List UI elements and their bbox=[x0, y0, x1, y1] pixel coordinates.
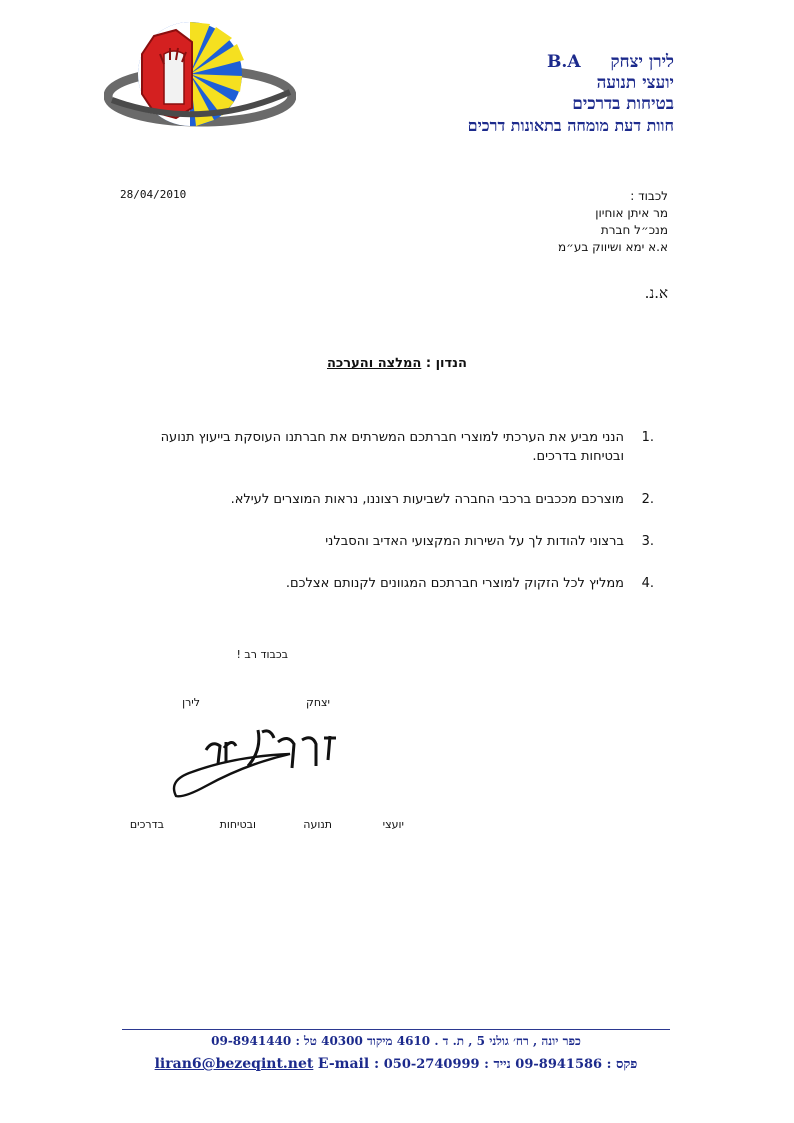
item-number: 1. bbox=[641, 430, 654, 445]
recipient-block bbox=[558, 188, 668, 256]
recipient-title: מנכ״ל חברת bbox=[600, 223, 668, 237]
to-label: לכבוד : bbox=[630, 189, 668, 203]
closing: בכבוד רב ! bbox=[236, 648, 288, 661]
title-word: ובטיחות bbox=[219, 818, 256, 831]
item-number: 2. bbox=[641, 492, 654, 507]
email-link[interactable]: liran6@bezeqint.net bbox=[154, 1056, 314, 1072]
subject-label: הנדון : bbox=[425, 356, 467, 371]
recipient-company: א.א ימא ושיווק בע״מ bbox=[558, 240, 668, 254]
subject-line bbox=[0, 356, 794, 371]
list-item bbox=[124, 574, 654, 593]
title-word: תנועה bbox=[303, 818, 332, 831]
list-item bbox=[124, 532, 654, 551]
letterhead bbox=[254, 52, 674, 136]
item-text: מוצרכם מככבים ברכבי החברה לשביעות רצוננו, נראות המוצרים לעילא. bbox=[230, 492, 624, 507]
signer-last-name: לירן bbox=[182, 696, 200, 709]
item-text: ברצוני להודות לך על השירות המקצועי האדיב והסבלני bbox=[325, 534, 624, 549]
list-item bbox=[124, 490, 654, 509]
list-item bbox=[124, 428, 654, 466]
item-number: 4. bbox=[641, 576, 654, 591]
signature bbox=[166, 720, 342, 804]
header-degree: B.A bbox=[547, 52, 581, 72]
letter-date: 28/04/2010 bbox=[120, 188, 187, 201]
item-text: הנני מביע את הערכתי למוצרי חברתכם המשרתים את חברתנו העוסקת בייעוץ תנועה ובטיחות בדרכים. bbox=[160, 430, 624, 464]
title-word: יועצי bbox=[382, 818, 404, 831]
subject-text: המלצה והערכה bbox=[327, 356, 422, 371]
header-line-traffic: יועצי תנועה bbox=[596, 73, 674, 93]
recipient-name: מר איתן אוחיון bbox=[595, 206, 668, 220]
title-word: בדרכים bbox=[129, 818, 164, 831]
footer-fax-phone: פקס : 09-8941586 נייד : 050-2740999 bbox=[383, 1057, 638, 1072]
signer-first-name: יצחק bbox=[306, 696, 330, 709]
header-line-safety: בטיחות בדרכים bbox=[572, 94, 674, 114]
email-label: E-mail : bbox=[317, 1056, 380, 1072]
footer-contact bbox=[122, 1056, 670, 1072]
header-name: לירן יצחק bbox=[610, 52, 674, 72]
item-number: 3. bbox=[641, 534, 654, 549]
footer-divider bbox=[122, 1029, 670, 1030]
footer-address: כפר יונה , רח׳ גולני 5 , ת. ד . 4610 מיקוד 40300 טל : 09-8941440 bbox=[211, 1034, 581, 1048]
greeting: א.נ. bbox=[644, 284, 668, 302]
header-line-expert: חוות דעת מומחה בתאונות דרכים bbox=[467, 116, 674, 135]
item-text: ממליץ לכל הזקוק למוצרי חברתכם המגוונים לקנותם אצלכם. bbox=[285, 576, 624, 591]
